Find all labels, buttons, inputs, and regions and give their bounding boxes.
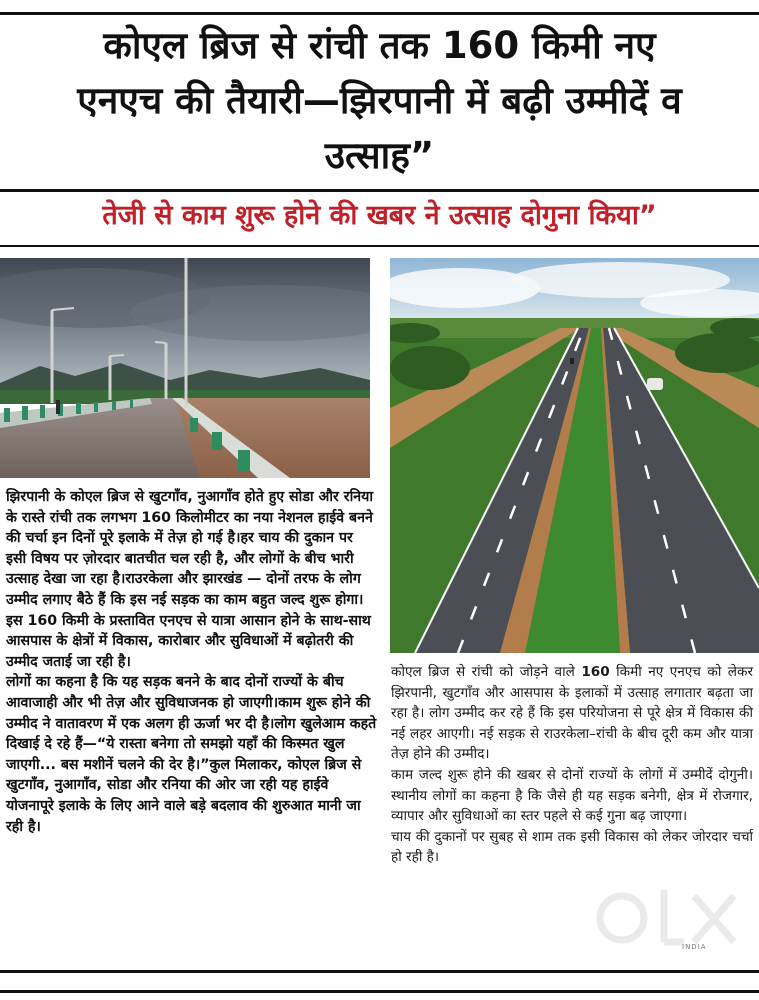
bottom-rule bbox=[0, 970, 759, 973]
headline-line-2: एनएच की तैयारी—झिरपानी में बढ़ी उम्मीदें व bbox=[77, 79, 682, 122]
right-p1-text-a: कोएल ब्रिज से रांची को जोड़ने वाले bbox=[391, 664, 582, 680]
right-paragraph-1 bbox=[391, 662, 753, 765]
headline-line-3: उत्साह” bbox=[324, 134, 435, 177]
olx-logo bbox=[592, 880, 742, 960]
right-paragraph-2: काम जल्द शुरू होने की खबर से दोनों राज्यों के लोगों में उम्मीदें दोगुनी।स्थानीय लोगों का कहना है कि जैसे ही यह सड़क बनेगी, क्षेत्र में रोजगार, व्यापार और सुविधाओं का स्तर पहले से कई गुना बढ़ जाएगा। bbox=[391, 766, 753, 825]
subhead-divider bbox=[0, 245, 759, 247]
subheadline: तेजी से काम शुरू होने की खबर ने उत्साह दोगुना किया” bbox=[102, 200, 657, 231]
right-p1-number: 160 bbox=[581, 664, 610, 680]
right-column-article bbox=[391, 662, 753, 868]
headline bbox=[0, 18, 759, 183]
bottom-rule-2 bbox=[0, 990, 759, 993]
divided-highway-photo bbox=[390, 258, 759, 653]
headline-divider bbox=[0, 189, 759, 192]
headline-line-1: कोएल ब्रिज से रांची तक 160 किमी नए bbox=[103, 24, 656, 67]
left-column-article bbox=[6, 487, 378, 837]
watermark-sub: INDIA bbox=[682, 943, 707, 951]
bridge-river-photo bbox=[0, 258, 370, 478]
left-paragraph-1: झिरपानी के कोएल ब्रिज से खुटगाँव, नुआगाँव होते हुए सोडा और रनिया के रास्ते रांची तक लगभग 160 किलोमीटर का नया नेशनल हाईवे बनने की चर्चा इन दिनों पूरे इलाके में तेज़ हो गई है।हर चाय की दुकान पर इसी विषय पर ज़ोरदार बातचीत चल रही है, और लोगों के बीच भारी उत्साह देखा जा रहा है।राउरकेला और झारखंड — दोनों तरफ के लोग उम्मीद लगाए बैठे हैं कि इस नई सड़क का काम बहुत जल्द शुरू होगा।इस 160 किमी के प्रस्तावित एनएच से यात्रा आसान होने के साथ-साथ आसपास के क्षेत्रों में विकास, कारोबार और सुविधाओं में बढ़ोतरी की उम्मीद जताई जा रही है। bbox=[6, 489, 374, 670]
left-paragraph-2: लोगों का कहना है कि यह सड़क बनने के बाद दोनों राज्यों के बीच आवाजाही और भी तेज़ और सुविधाजनक हो जाएगी।काम शुरू होने की उम्मीद ने वातावरण में एक अलग ही ऊर्जा भर दी है।लोग खुलेआम कहते दिखाई दे रहे हैं—“ये रास्ता बनेगा तो समझो यहाँ की किस्मत खुल जाएगी... बस मशीनें चलने की देर है।”कुल मिलाकर, कोएल ब्रिज से खुटगाँव, नुआगाँव, सोडा और रनिया की ओर जा रही यह हाईवे योजनापूरे इलाके के लिए आने वाले बड़े बदलाव की शुरुआत मानी जा रही है। bbox=[6, 674, 377, 835]
right-p1-text-b: किमी नए एनएच को लेकर झिरपानी, खुटगाँव और आसपास के इलाकों में उत्साह लगातार बढ़ता जा रहा है। लोग उम्मीद कर रहे हैं कि इस परियोजना से पूरे क्षेत्र में विकास की नई लहर आएगी। नई सड़क से राउरकेला–रांची के बीच दूरी कम और यात्रा तेज़ होने की उम्मीद। bbox=[391, 664, 754, 763]
right-paragraph-3: चाय की दुकानों पर सुबह से शाम तक इसी विकास को लेकर जोरदार चर्चा हो रही है। bbox=[391, 828, 753, 866]
top-rule bbox=[0, 12, 759, 15]
